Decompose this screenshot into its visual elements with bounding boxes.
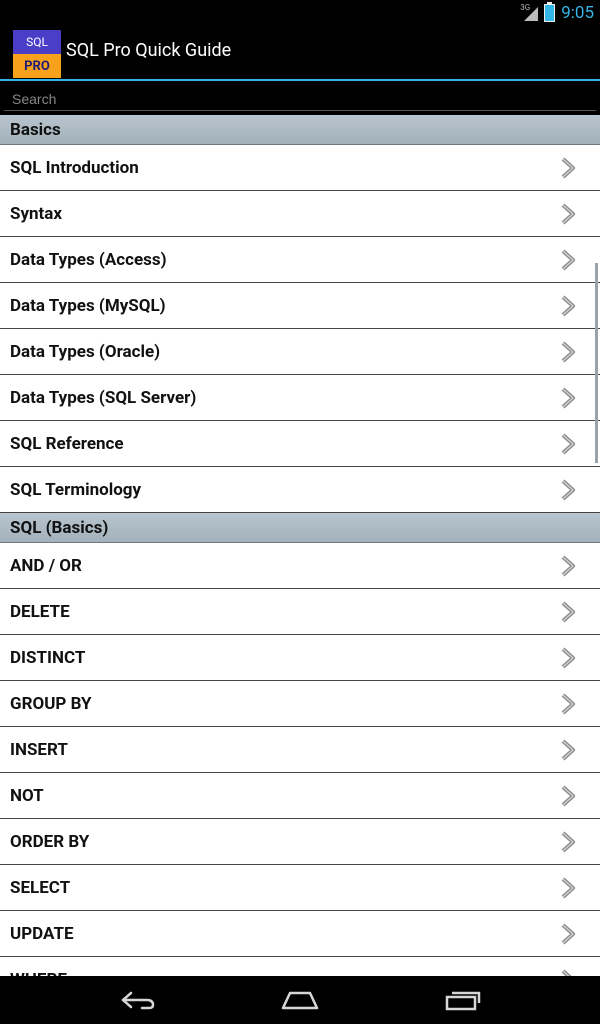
list-item-label: Syntax bbox=[10, 203, 63, 224]
network-type-label: 3G bbox=[520, 2, 531, 12]
list-item-update[interactable] bbox=[0, 911, 600, 957]
app-logo[interactable] bbox=[13, 30, 61, 78]
list-item-label: Data Types (Oracle) bbox=[10, 341, 161, 362]
chevron-right-icon bbox=[560, 877, 576, 899]
navigation-bar bbox=[0, 976, 600, 1024]
list-item-data-types-mysql[interactable] bbox=[0, 283, 600, 329]
action-bar bbox=[0, 25, 600, 79]
list-item-label: Data Types (Access) bbox=[10, 249, 167, 270]
list-item-select[interactable] bbox=[0, 865, 600, 911]
list-item-label: GROUP BY bbox=[10, 693, 92, 714]
battery-charging-icon bbox=[544, 4, 555, 22]
logo-bottom-text: PRO bbox=[13, 54, 61, 78]
recent-apps-icon bbox=[445, 989, 481, 1011]
chevron-right-icon bbox=[560, 785, 576, 807]
guide-list[interactable] bbox=[0, 115, 600, 976]
logo-top-text: SQL bbox=[13, 30, 61, 54]
status-bar bbox=[0, 0, 600, 25]
chevron-right-icon bbox=[560, 341, 576, 363]
chevron-right-icon bbox=[560, 555, 576, 577]
chevron-right-icon bbox=[560, 157, 576, 179]
list-item-label: INSERT bbox=[10, 739, 68, 760]
back-icon bbox=[120, 990, 156, 1010]
list-item-order-by[interactable] bbox=[0, 819, 600, 865]
list-item-label: SQL Reference bbox=[10, 433, 124, 454]
search-bar bbox=[0, 81, 600, 115]
chevron-right-icon bbox=[560, 203, 576, 225]
list-item-group-by[interactable] bbox=[0, 681, 600, 727]
list-item-insert[interactable] bbox=[0, 727, 600, 773]
section-header-sql-basics: SQL (Basics) bbox=[0, 513, 600, 543]
back-button[interactable] bbox=[113, 984, 163, 1016]
list-item-not[interactable] bbox=[0, 773, 600, 819]
list-item-label: Data Types (SQL Server) bbox=[10, 387, 197, 408]
list-item-label: SQL Terminology bbox=[10, 479, 142, 500]
list-item-and-or[interactable] bbox=[0, 543, 600, 589]
list-item-data-types-sql-server[interactable] bbox=[0, 375, 600, 421]
list-item-sql-terminology[interactable] bbox=[0, 467, 600, 513]
list-item-data-types-access[interactable] bbox=[0, 237, 600, 283]
section-header-basics: Basics bbox=[0, 115, 600, 145]
chevron-right-icon bbox=[560, 647, 576, 669]
list-item-data-types-oracle[interactable] bbox=[0, 329, 600, 375]
list-item-label: SELECT bbox=[10, 877, 71, 898]
chevron-right-icon bbox=[560, 831, 576, 853]
home-icon bbox=[281, 990, 319, 1010]
list-item-label: UPDATE bbox=[10, 923, 74, 944]
chevron-right-icon bbox=[560, 601, 576, 623]
chevron-right-icon bbox=[560, 693, 576, 715]
chevron-right-icon bbox=[560, 433, 576, 455]
list-item-label: NOT bbox=[10, 785, 44, 806]
chevron-right-icon bbox=[560, 923, 576, 945]
list-item-label: DELETE bbox=[10, 601, 70, 622]
list-item-delete[interactable] bbox=[0, 589, 600, 635]
clock: 9:05 bbox=[561, 2, 594, 23]
search-input[interactable] bbox=[4, 87, 596, 111]
chevron-right-icon bbox=[560, 739, 576, 761]
app-title: SQL Pro Quick Guide bbox=[66, 40, 232, 61]
list-item-label: SQL Introduction bbox=[10, 157, 139, 178]
recent-apps-button[interactable] bbox=[438, 984, 488, 1016]
list-item-label: DISTINCT bbox=[10, 647, 86, 668]
list-item-sql-introduction[interactable] bbox=[0, 145, 600, 191]
list-item-distinct[interactable] bbox=[0, 635, 600, 681]
list-item-label: AND / OR bbox=[10, 555, 82, 576]
chevron-right-icon bbox=[560, 249, 576, 271]
list-item-sql-reference[interactable] bbox=[0, 421, 600, 467]
chevron-right-icon bbox=[560, 295, 576, 317]
list-item-syntax[interactable] bbox=[0, 191, 600, 237]
list-item-label: Data Types (MySQL) bbox=[10, 295, 166, 316]
chevron-right-icon bbox=[560, 479, 576, 501]
list-item-label: ORDER BY bbox=[10, 831, 90, 852]
signal-icon bbox=[520, 2, 538, 21]
home-button[interactable] bbox=[275, 984, 325, 1016]
chevron-right-icon bbox=[560, 387, 576, 409]
scrollbar[interactable] bbox=[595, 263, 598, 463]
